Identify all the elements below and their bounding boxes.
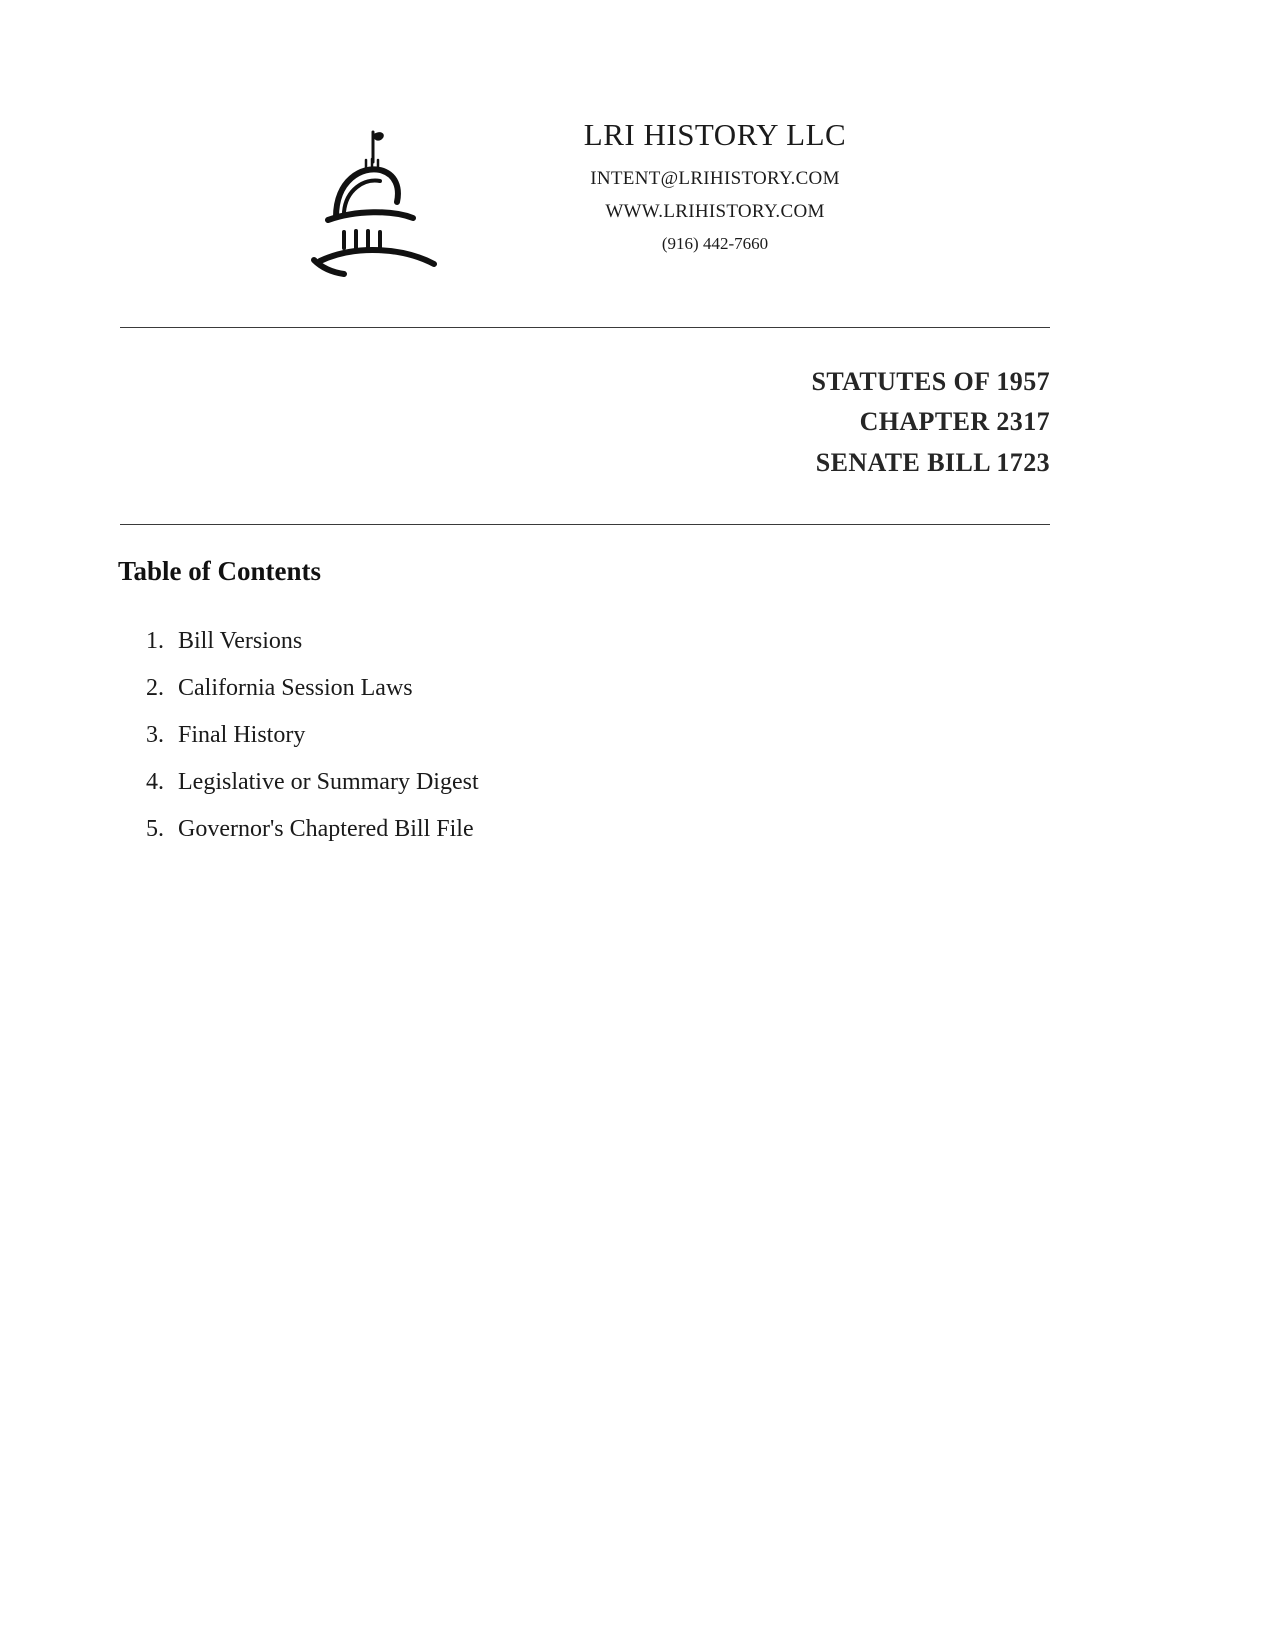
statutes-year: STATUTES OF 1957 — [811, 367, 1050, 396]
chapter-number: CHAPTER 2317 — [859, 407, 1050, 437]
list-item-number: 4. — [146, 769, 164, 795]
list-item-number: 5. — [146, 816, 164, 842]
list-item-label: California Session Laws — [178, 675, 413, 701]
org-phone: (916) 442-7660 — [661, 233, 769, 253]
org-email: INTENT@LRIHISTORY.COM — [590, 168, 840, 190]
list-item-number: 2. — [146, 675, 164, 701]
capitol-dome-icon — [300, 124, 450, 284]
letterhead — [0, 118, 1276, 284]
list-item[interactable] — [118, 712, 918, 759]
bill-number: SENATE BILL 1723 — [815, 447, 1050, 477]
table-of-contents-heading: Table of Contents — [118, 556, 322, 586]
list-item-label: Final History — [178, 722, 306, 748]
list-item-number: 3. — [146, 722, 164, 748]
list-item[interactable] — [118, 806, 918, 853]
list-item-label: Legislative or Summary Digest — [178, 769, 479, 795]
divider-top — [120, 327, 1050, 328]
logo — [290, 118, 460, 284]
list-item-number: 1. — [146, 628, 164, 654]
org-contact-block — [500, 118, 930, 254]
list-item[interactable] — [118, 759, 918, 806]
list-item[interactable] — [118, 665, 918, 712]
table-of-contents-list — [118, 618, 918, 853]
list-item-label: Bill Versions — [178, 628, 303, 654]
divider-bottom — [120, 524, 1050, 525]
org-website: WWW.LRIHISTORY.COM — [605, 200, 825, 222]
list-item-label: Governor's Chaptered Bill File — [178, 816, 474, 842]
list-item[interactable] — [118, 618, 918, 665]
org-name: LRI HISTORY LLC — [583, 117, 847, 152]
document-title-block — [120, 362, 1050, 483]
